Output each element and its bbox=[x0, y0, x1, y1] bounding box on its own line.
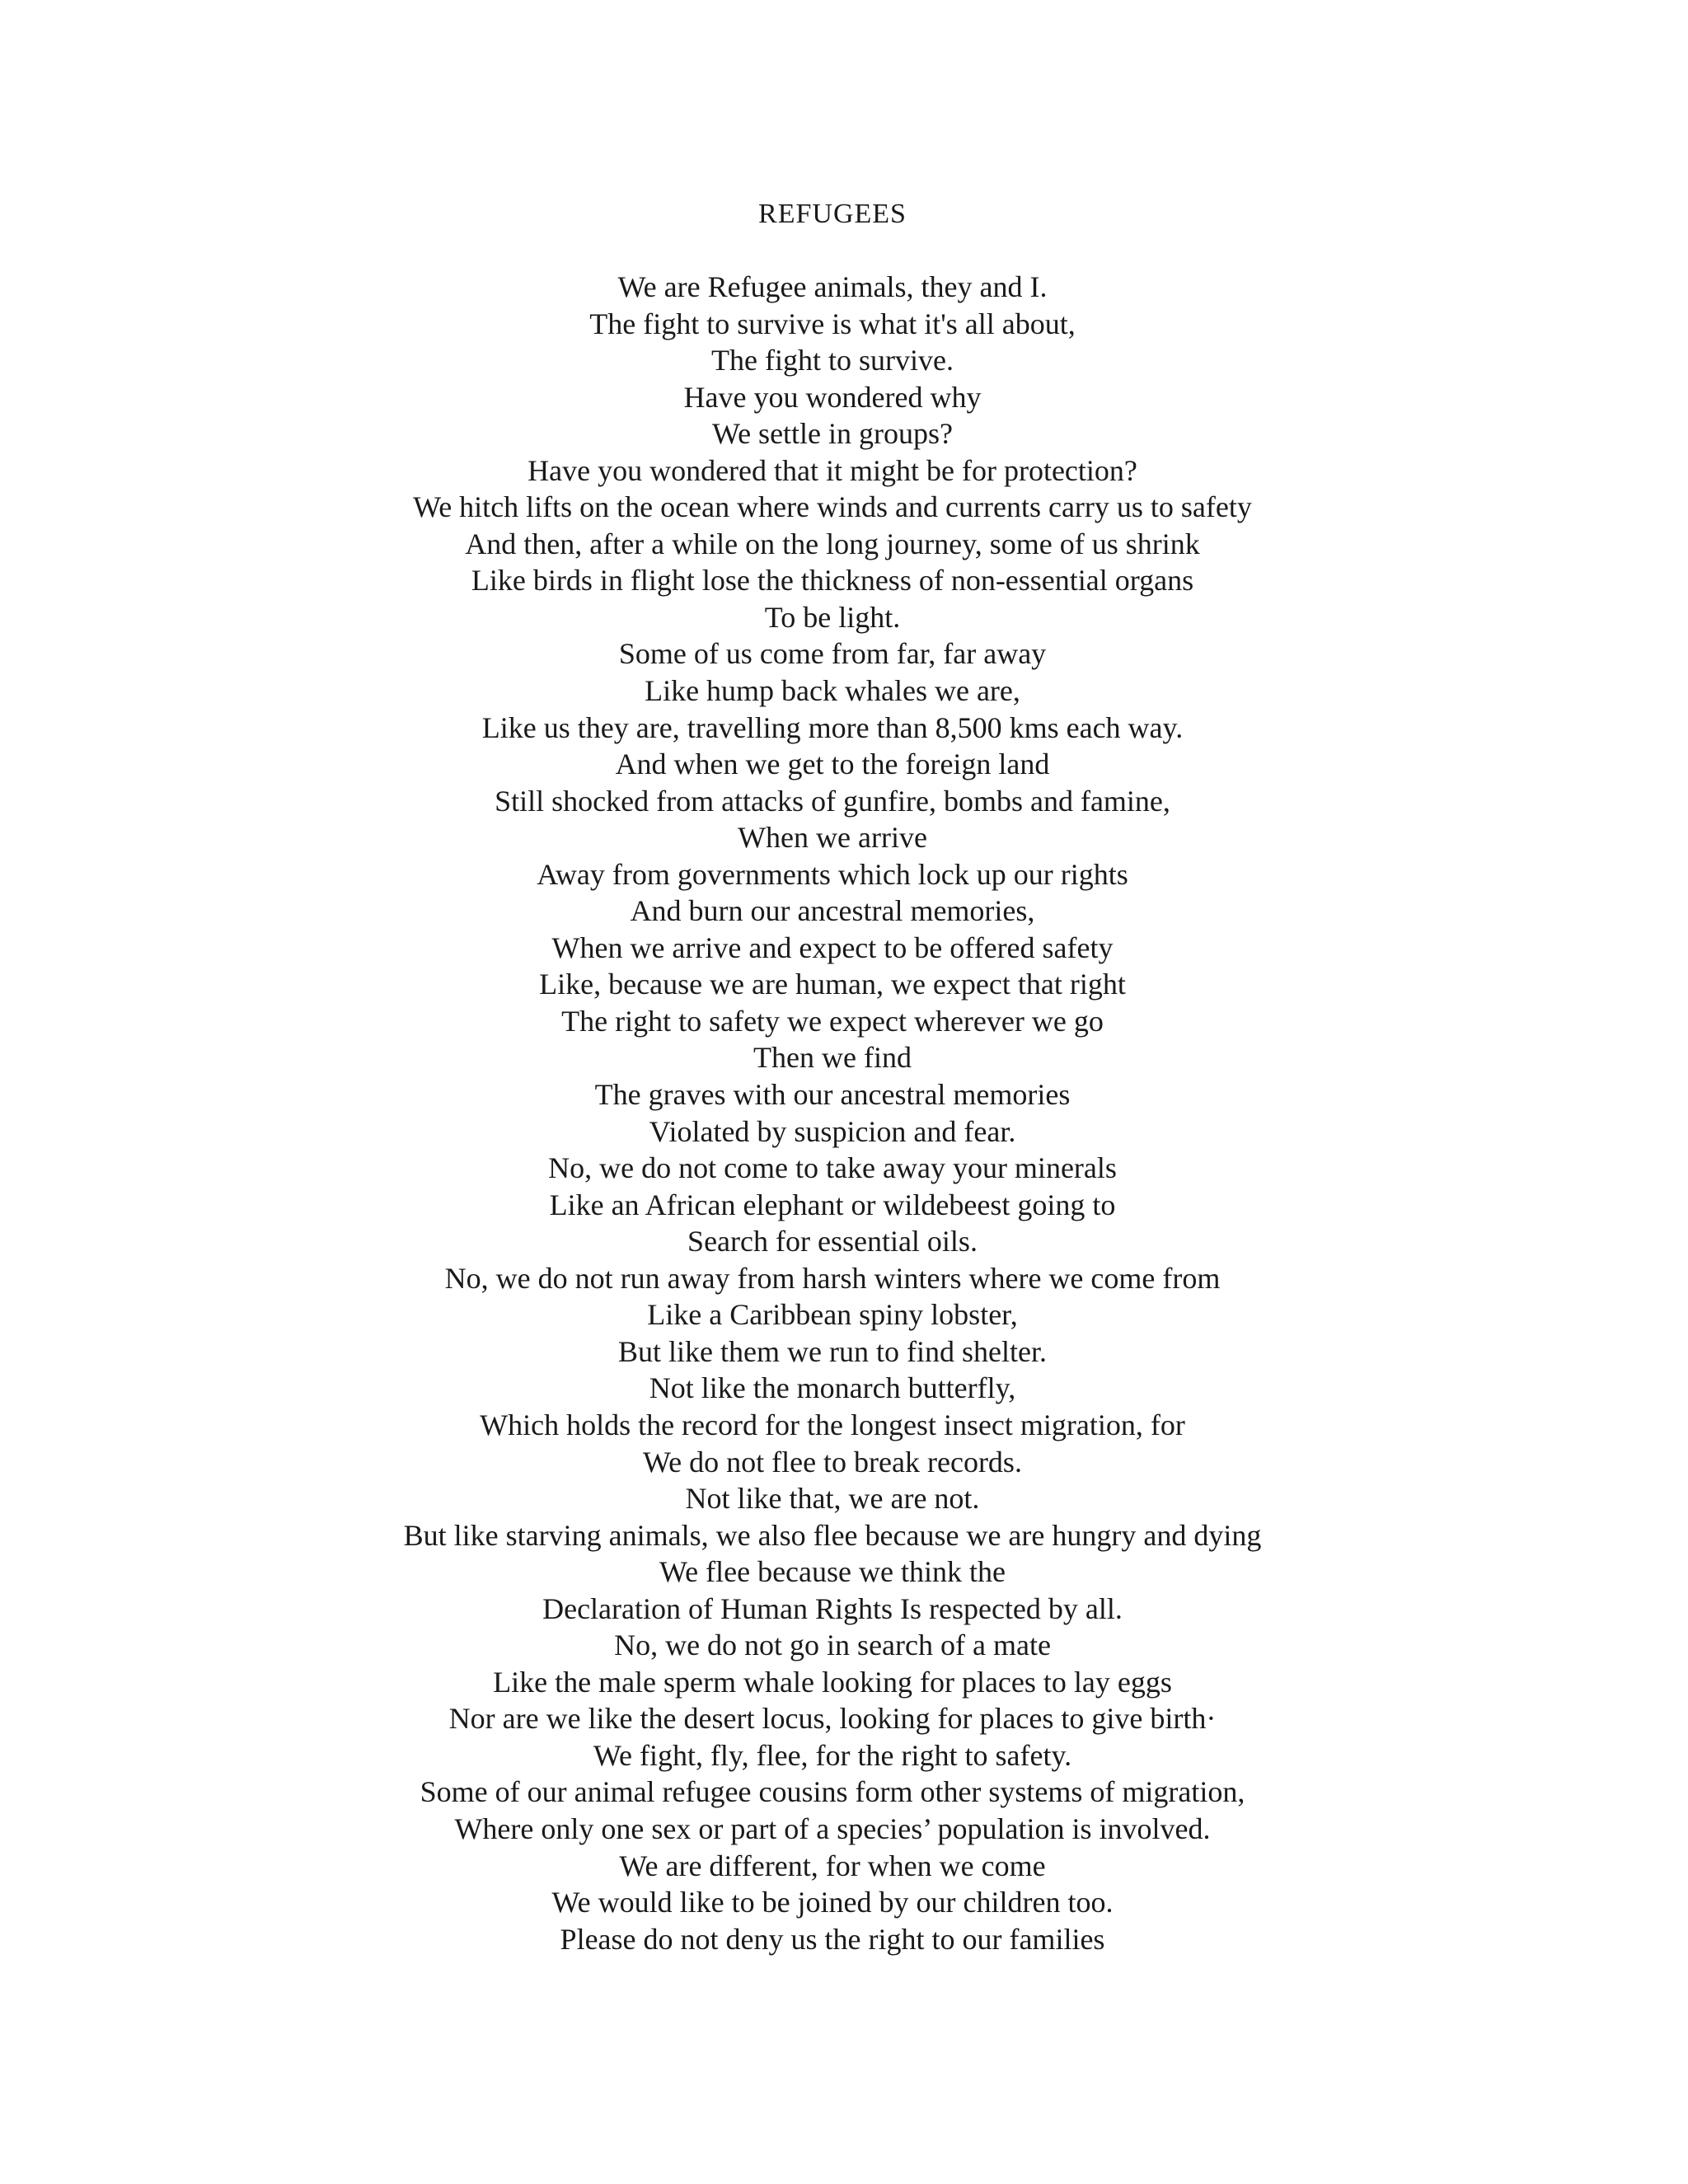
poem-line: We do not flee to break records. bbox=[643, 1445, 1022, 1479]
poem-line: Which holds the record for the longest insect migration, for bbox=[480, 1408, 1185, 1441]
poem-line: No, we do not come to take away your minerals bbox=[548, 1151, 1117, 1185]
poem-line: Still shocked from attacks of gunfire, bombs and famine, bbox=[495, 784, 1170, 818]
poem-line: Have you wondered why bbox=[683, 380, 982, 414]
poem-line: Like us they are, travelling more than 8,500 kms each way. bbox=[481, 710, 1184, 744]
poem-line: Where only one sex or part of a species’ population is involved. bbox=[454, 1811, 1211, 1845]
poem-line: Like an African elephant or wildebeest going to bbox=[549, 1188, 1116, 1221]
poem-line: We fight, fly, flee, for the right to safety. bbox=[593, 1738, 1072, 1772]
poem-line: Like hump back whales we are, bbox=[645, 674, 1020, 708]
poem-line: The fight to survive is what it's all about, bbox=[589, 307, 1076, 340]
poem-line: And when we get to the foreign land bbox=[615, 748, 1050, 781]
poem-line: Search for essential oils. bbox=[687, 1225, 978, 1258]
poem-line: When we arrive bbox=[738, 821, 927, 855]
poem-line: Not like that, we are not. bbox=[685, 1482, 980, 1516]
poem-line: We hitch lifts on the ocean where winds and currents carry us to safety bbox=[413, 490, 1252, 524]
poem-line: When we arrive and expect to be offered safety bbox=[551, 930, 1114, 964]
poem-body bbox=[0, 269, 1665, 1957]
poem-title: REFUGEES bbox=[758, 199, 907, 229]
poem-line: We flee because we think the bbox=[659, 1555, 1006, 1589]
poem-line: Away from governments which lock up our rights bbox=[537, 857, 1128, 891]
poem-line: Some of our animal refugee cousins form other systems of migration, bbox=[420, 1775, 1245, 1809]
poem-line: Have you wondered that it might be for protection? bbox=[528, 453, 1137, 487]
poem-line: No, we do not run away from harsh winters where we come from bbox=[444, 1261, 1221, 1295]
poem-line: Some of us come from far, far away bbox=[618, 637, 1047, 671]
poem-line: Declaration of Human Rights Is respected by all. bbox=[542, 1591, 1123, 1625]
poem-line: No, we do not go in search of a mate bbox=[614, 1629, 1051, 1662]
poem-line: We are different, for when we come bbox=[619, 1849, 1046, 1882]
poem-line: Like, because we are human, we expect that right bbox=[539, 968, 1126, 1001]
poem-line: Please do not deny us the right to our families bbox=[560, 1922, 1105, 1956]
poem-line: We settle in groups? bbox=[711, 417, 954, 451]
poem-line: To be light. bbox=[764, 600, 901, 634]
poem-line: The graves with our ancestral memories bbox=[594, 1078, 1071, 1112]
poem-line: The fight to survive. bbox=[711, 344, 954, 377]
poem-line: Not like the monarch butterfly, bbox=[649, 1371, 1016, 1405]
poem-line: The right to safety we expect wherever we go bbox=[561, 1004, 1104, 1038]
poem-line: But like them we run to find shelter. bbox=[618, 1334, 1047, 1368]
poem-line: Then we find bbox=[753, 1041, 912, 1075]
poem-line: But like starving animals, we also flee because we are hungry and dying bbox=[403, 1518, 1262, 1552]
poem-line: And then, after a while on the long journey, some of us shrink bbox=[465, 527, 1200, 560]
poem-line: We are Refugee animals, they and I. bbox=[617, 270, 1048, 303]
poem-line: Like the male sperm whale looking for places to lay eggs bbox=[493, 1665, 1172, 1699]
poem-line: Like birds in flight lose the thickness of non-essential organs bbox=[471, 564, 1194, 598]
poem-line: Violated by suspicion and fear. bbox=[649, 1114, 1016, 1148]
poem-line: We would like to be joined by our children too. bbox=[551, 1886, 1114, 1919]
poem-line: Like a Caribbean spiny lobster, bbox=[647, 1298, 1018, 1332]
poem-line: And burn our ancestral memories, bbox=[630, 894, 1035, 928]
poem-line: Nor are we like the desert locus, looking for places to give birth· bbox=[448, 1702, 1217, 1736]
